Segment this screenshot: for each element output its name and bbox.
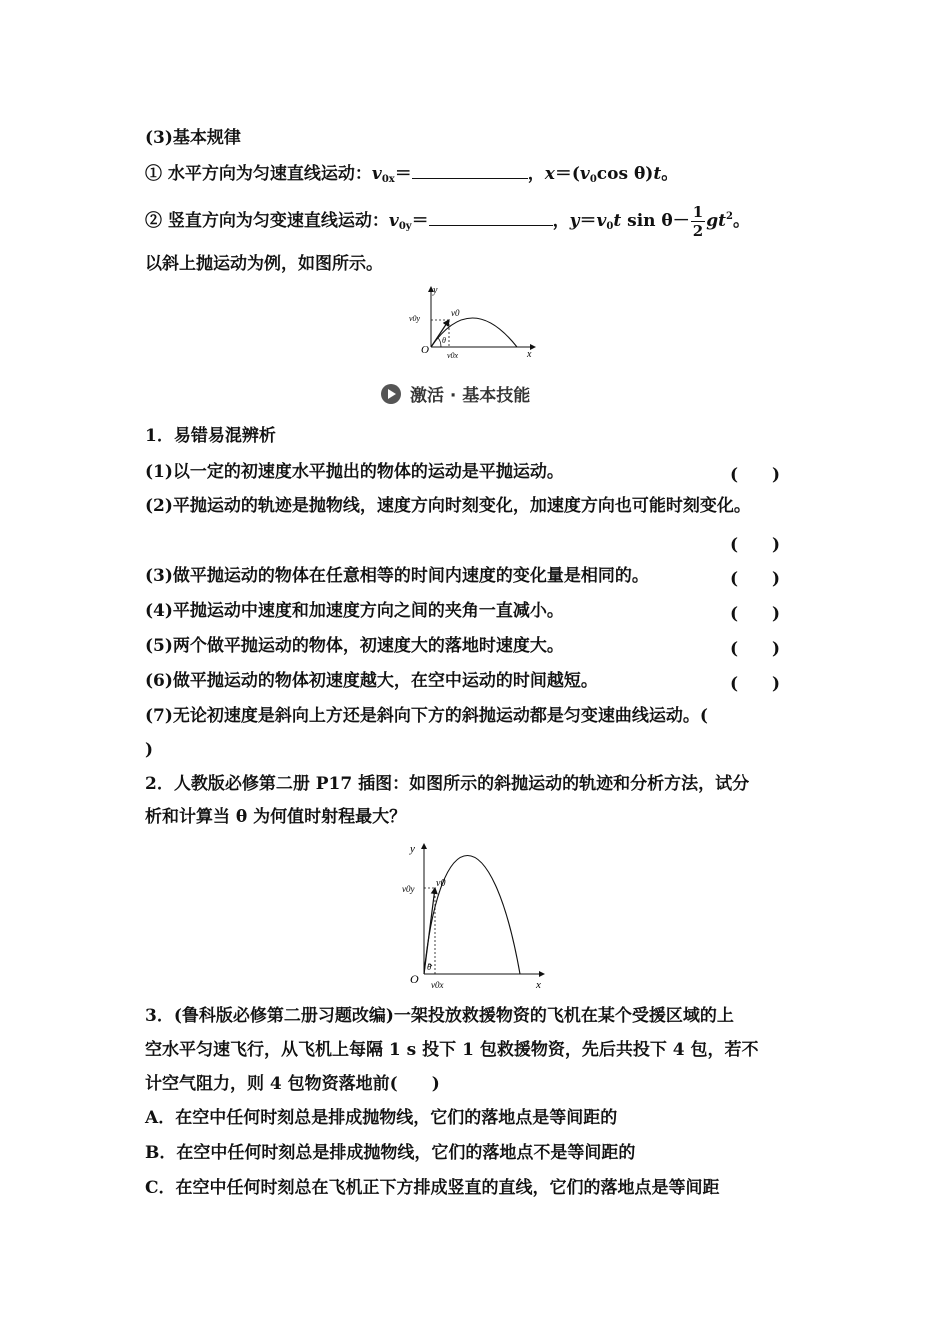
- q3-option-a[interactable]: A．在空中任何时刻总是排成抛物线，它们的落地点是等间距的: [145, 1108, 618, 1128]
- q1-item-7-close[interactable]: ): [145, 740, 154, 760]
- fig1-v0y-label: v0y: [409, 314, 421, 323]
- section-header: [380, 381, 530, 406]
- vertical-rule: ② 竖直方向为匀变速直线运动：$v_{0y}=$ ，$y=v_0t$ sin θ－ $\frac{1}{2}$ $gt^2$。: [145, 203, 750, 240]
- fig2-v0y-label: v0y: [402, 884, 415, 894]
- fig1-v0x-label: v0x: [447, 351, 459, 360]
- q2-line-2: 析和计算当 θ 为何值时射程最大？: [145, 807, 407, 827]
- v0x-blank[interactable]: [412, 162, 528, 179]
- vertical-prefix: ② 竖直方向为匀变速直线运动：: [145, 211, 389, 231]
- rules-heading: (3)基本规律: [145, 128, 241, 148]
- v0-vector: [431, 320, 449, 347]
- fig2-v0-label: v0: [436, 878, 446, 889]
- fig2-origin: O: [410, 972, 419, 986]
- fig1-theta-label: θ: [442, 336, 446, 345]
- q1-answer-paren-4[interactable]: ( ): [730, 604, 781, 624]
- q1-item-2: (2)平抛运动的轨迹是抛物线，速度方向时刻变化，加速度方向也可能时刻变化。: [145, 496, 751, 516]
- section-title: 激活 · 基本技能: [410, 386, 531, 406]
- q1-item-6: (6)做平抛运动的物体初速度越大，在空中运动的时间越短。: [145, 671, 598, 691]
- q1-answer-paren-3[interactable]: ( ): [730, 569, 781, 589]
- q3-line-3: 计空气阻力，则 4 包物资落地前( ): [145, 1074, 440, 1094]
- fig1-y-label: y: [433, 285, 438, 296]
- horizontal-prefix: ① 水平方向为匀速直线运动：: [145, 164, 372, 184]
- projectile-figure-large: [398, 838, 548, 996]
- fig1-v0-label: v0: [451, 308, 460, 318]
- projectile-figure-small: [405, 283, 545, 361]
- v0x-var: v: [371, 164, 382, 184]
- q3-line-2: 空水平匀速飞行，从飞机上每隔 1 s 投下 1 包救援物资，先后共投下 4 包，若不: [145, 1040, 759, 1060]
- fig2-theta-label: θ: [427, 962, 432, 972]
- q1-title: 1．易错易混辨析: [145, 426, 276, 446]
- fig1-x-label: x: [527, 349, 532, 360]
- q3-line-1: 3．(鲁科版必修第二册习题改编)一架投放救援物资的飞机在某个受援区域的上: [145, 1006, 734, 1026]
- fig2-y-label: y: [410, 843, 415, 855]
- q1-item-3: (3)做平抛运动的物体在任意相等的时间内速度的变化量是相同的。: [145, 566, 649, 586]
- q3-option-b[interactable]: B．在空中任何时刻总是排成抛物线，它们的落地点不是等间距的: [145, 1143, 636, 1163]
- fig1-origin: O: [421, 344, 429, 356]
- q1-item-5: (5)两个做平抛运动的物体，初速度大的落地时速度大。: [145, 636, 564, 656]
- q1-item-4: (4)平抛运动中速度和加速度方向之间的夹角一直减小。: [145, 601, 564, 621]
- q1-item-1: (1)以一定的初速度水平抛出的物体的运动是平抛运动。: [145, 462, 564, 482]
- play-circle-icon: [380, 383, 402, 405]
- q1-answer-paren-5[interactable]: ( ): [730, 639, 781, 659]
- q3-option-c[interactable]: C．在空中任何时刻总在飞机正下方排成竖直的直线，它们的落地点是等间距: [145, 1178, 720, 1198]
- q1-answer-paren-6[interactable]: ( ): [730, 674, 781, 694]
- q1-answer-paren-2[interactable]: ( ): [730, 535, 781, 555]
- trajectory-curve: [424, 856, 520, 975]
- q1-item-7: (7)无论初速度是斜向上方还是斜向下方的斜抛运动都是匀变速曲线运动。(: [145, 706, 708, 726]
- one-half-fraction: $\frac{1}{2}$: [692, 203, 704, 240]
- fig2-v0x-label: v0x: [431, 980, 444, 990]
- q2-line-1: 2．人教版必修第二册 P17 插图：如图所示的斜抛运动的轨迹和分析方法，试分: [145, 774, 750, 794]
- horizontal-rule: ① 水平方向为匀速直线运动：$v_{0x}=$ ，$x=(v_0\cos$ θ)t。: [145, 164, 679, 185]
- q1-answer-paren-1[interactable]: ( ): [730, 465, 781, 485]
- fig2-x-label: x: [536, 979, 541, 991]
- v0y-blank[interactable]: [429, 209, 553, 226]
- example-text: 以斜上抛运动为例，如图所示。: [145, 254, 383, 274]
- theta-arc: [438, 338, 441, 347]
